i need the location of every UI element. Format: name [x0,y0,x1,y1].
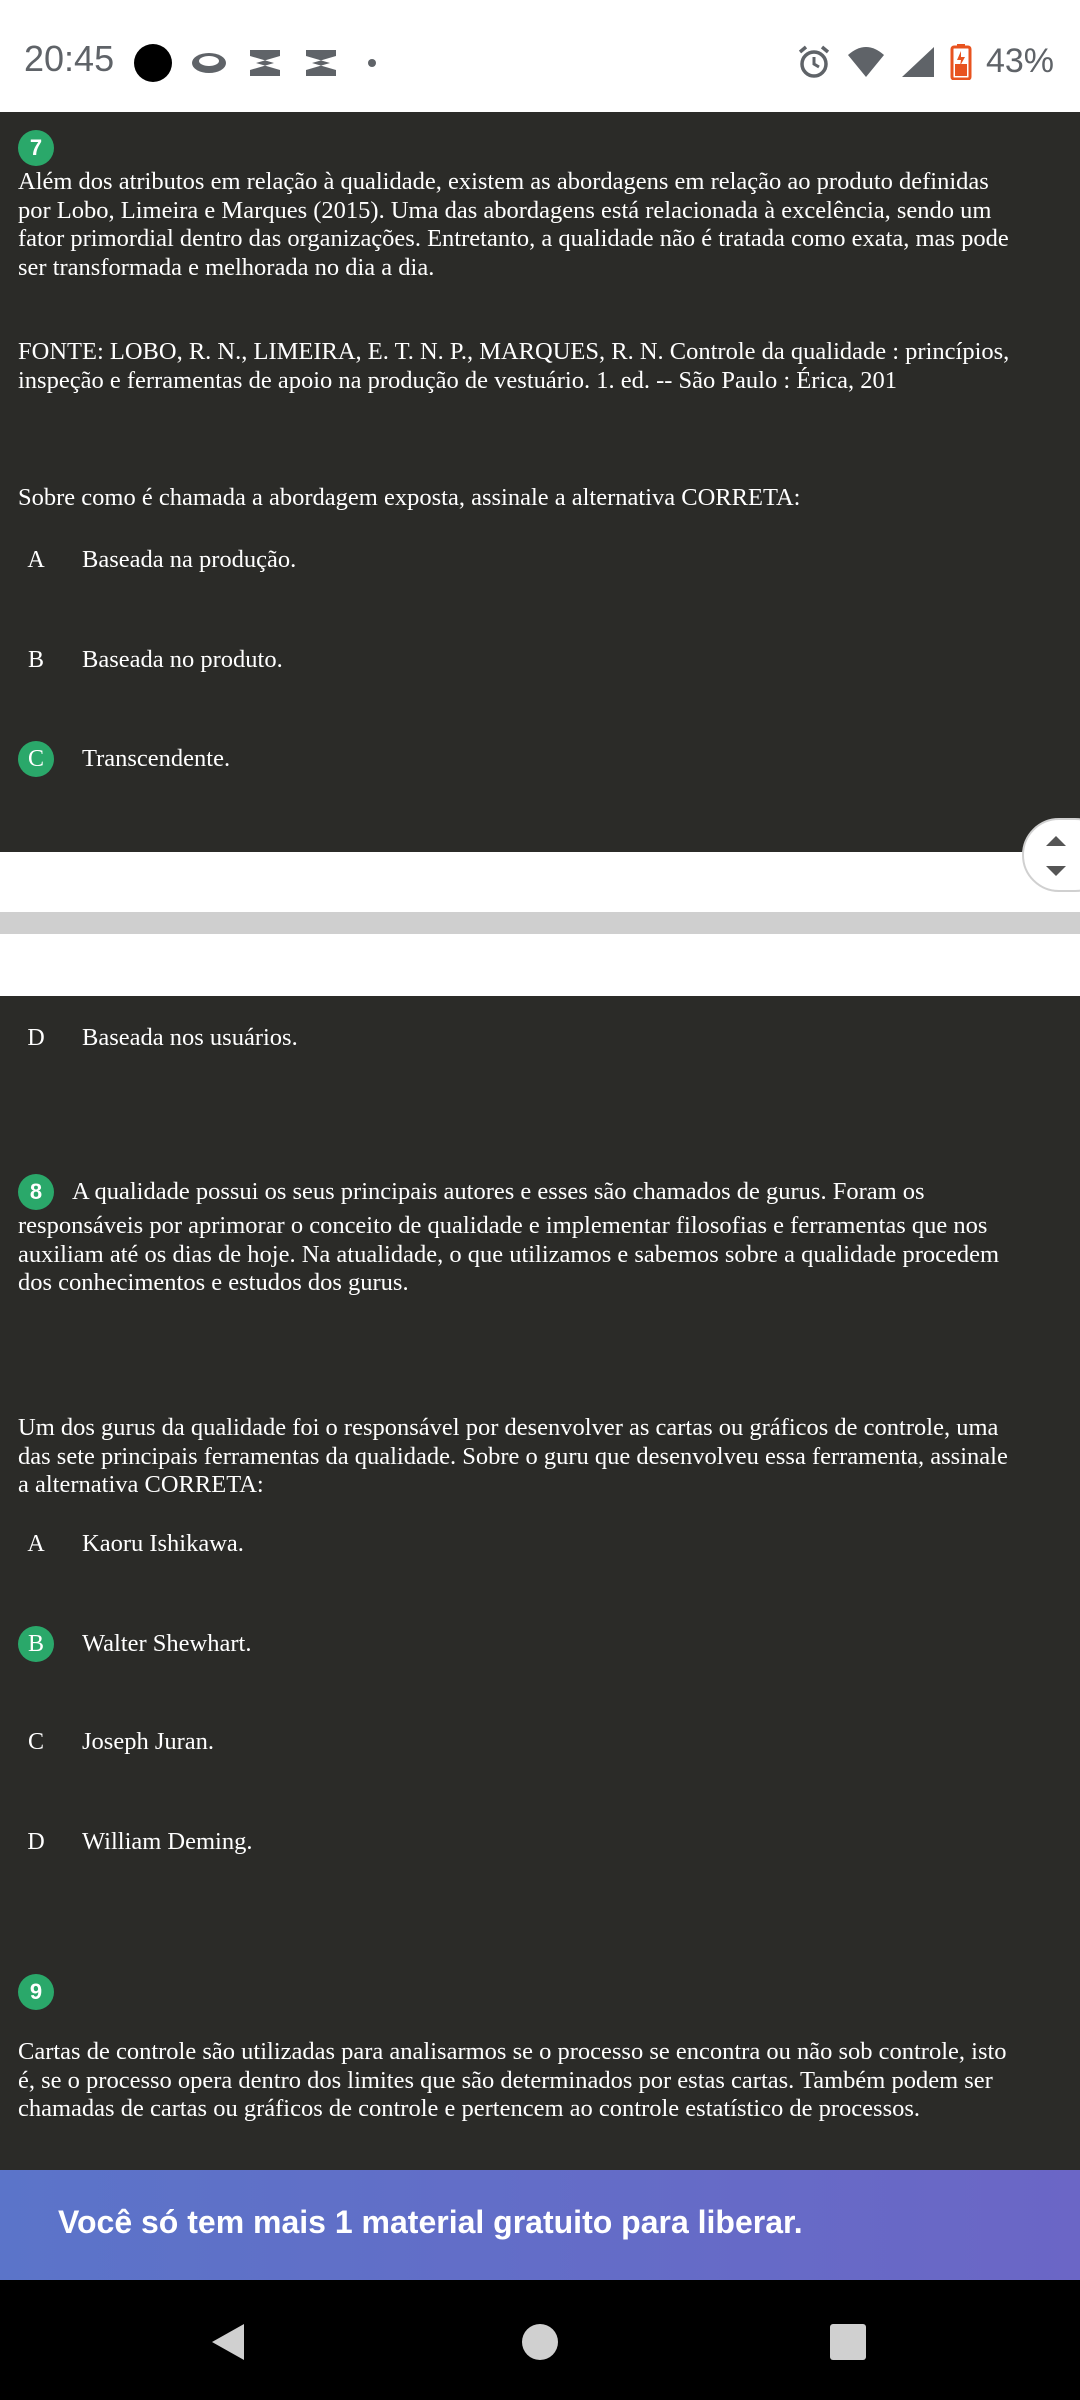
page-divider [0,912,1080,934]
text-line: fator primordial dentro das organizações. Entretanto, a qualidade não é tratada como exata, mas pode [18,225,1009,252]
question-8-text [18,1212,1062,1298]
question-number-badge: 9 [18,1974,54,2010]
option-text: Joseph Juran. [82,1728,215,1755]
option-text: Baseada no produto. [82,646,283,673]
battery-icon [950,44,972,80]
battery-percentage: 43% [985,42,1054,80]
back-icon[interactable] [206,2320,250,2364]
text-line: ser transformada e melhorada no dia a dia. [18,253,435,281]
option-letter: A [27,546,45,573]
alarm-icon [796,44,832,80]
text-line: Além dos atributos em relação à qualidade, existem as abordagens em relação ao produto definidas [18,168,989,195]
option-text: William Deming. [82,1828,253,1855]
capcut-icon [302,46,340,80]
text-line: chamadas de cartas ou gráficos de controle e pertencem ao controle estatístico de processos. [18,2095,921,2122]
question-7-prompt: Sobre como é chamada a abordagem exposta, assinale a alternativa CORRETA: [18,484,801,511]
option-letter: C [27,1728,44,1755]
question-8-prompt [18,1414,1062,1500]
option-text: Kaoru Ishikawa. [82,1530,244,1557]
option-letter: D [27,1024,45,1051]
scroll-down-icon [1044,864,1068,878]
scroll-up-icon [1044,834,1068,848]
text-line: das sete principais ferramentas da qualidade. Sobre o guru que desenvolveu essa ferramenta, assinale [18,1442,1008,1470]
text-line: FONTE: LOBO, R. N., LIMEIRA, E. T. N. P., MARQUES, R. N. Controle da qualidade : princípios, [18,338,1010,365]
correct-option-badge: B [18,1626,54,1662]
wifi-icon [846,45,886,79]
question-7-source [18,338,1062,395]
eye-icon [190,46,228,80]
capcut-icon [246,46,284,80]
correct-option-badge: C [18,741,54,777]
recents-icon[interactable] [826,2320,870,2364]
option-letter: B [27,646,44,673]
home-icon[interactable] [518,2320,562,2364]
text-line: Um dos gurus da qualidade foi o responsável por desenvolver as cartas ou gráficos de controle, uma [18,1414,999,1441]
status-time: 20:45 [24,38,115,79]
text-line: Cartas de controle são utilizadas para analisarmos se o processo se encontra ou não sob controle, isto [18,2038,1007,2065]
question-7-block [0,112,1080,852]
status-bar [0,0,1080,112]
option-text: Transcendente. [82,745,231,772]
option-text: Baseada na produção. [82,546,297,573]
question-8-text-first: A qualidade possui os seus principais autores e esses são chamados de gurus. Foram os [72,1178,925,1205]
question-number-badge: 7 [18,130,54,166]
more-dot-icon [368,59,376,67]
free-material-banner[interactable] [0,2170,1080,2280]
text-line: por Lobo, Limeira e Marques (2015). Uma das abordagens está relacionada à excelência, sendo um [18,196,992,224]
status-icons-right [796,42,1054,81]
option-text: Walter Shewhart. [82,1630,252,1657]
text-line: é, se o processo opera dentro dos limites que são determinados por estas cartas. Também podem ser [18,2066,993,2094]
option-letter: A [27,1530,45,1557]
question-number-badge: 8 [18,1174,54,1210]
notification-dot-icon [134,44,172,82]
banner-text: Você só tem mais 1 material gratuito para liberar. [58,2204,803,2240]
option-text: Baseada nos usuários. [82,1024,298,1051]
text-line: a alternativa CORRETA: [18,1471,264,1498]
status-icons-left [134,44,376,82]
text-line: auxiliam até os dias de hoje. Na atualidade, o que utilizamos e sabemos sobre a qualidade procedem [18,1240,1000,1268]
signal-icon [900,45,936,79]
content-block-2 [0,996,1080,2172]
text-line: inspeção e ferramentas de apoio na produção de vestuário. 1. ed. -- São Paulo : Érica, 201 [18,366,897,394]
navigation-bar [0,2280,1080,2400]
text-line: responsáveis por aprimorar o conceito de qualidade e implementar filosofias e ferramentas que nos [18,1212,988,1239]
question-9-text [18,2038,1062,2124]
option-letter: D [27,1828,45,1855]
text-line: dos conhecimentos e estudos dos gurus. [18,1269,409,1296]
question-7-text [18,168,1062,282]
